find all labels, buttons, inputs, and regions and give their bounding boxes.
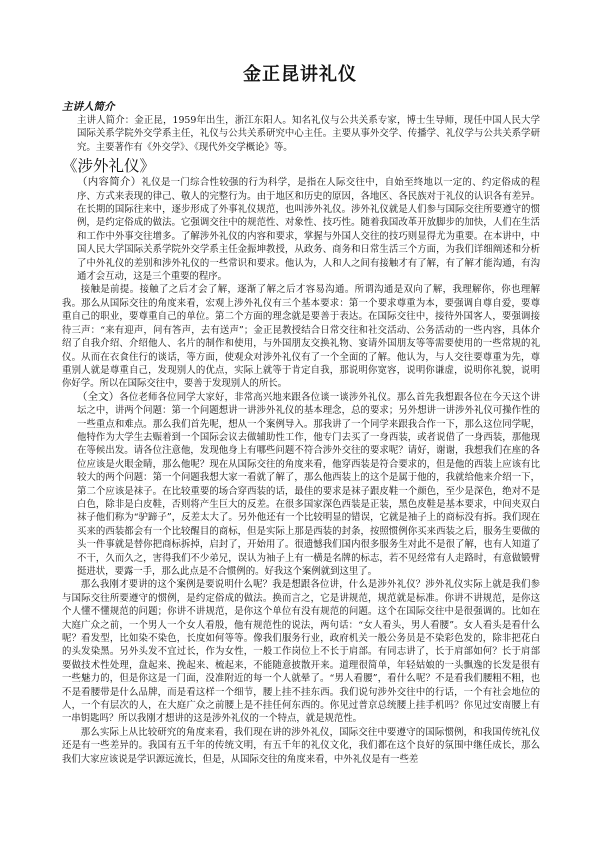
intro-paragraph: 主讲人简介：金正昆，1959年出生，浙江东阳人。知名礼仪与公共关系专家，博士生导师，现任中国人民大学国际关系学院外交学系主任，礼仪与公共关系研究中心主任。主要从事外交学、传播学、礼仪学与公共关系学研究。主要著作有《外交学》、《现代外交学概论》等。: [77, 115, 540, 153]
fulltext-paragraph-1: [62, 391, 540, 579]
intro-label: 主讲人简介: [62, 101, 115, 113]
abstract-text: 礼仪是一门综合性较强的行为科学，是指在人际交往中，自始至终地以一定的、约定俗成的程序、方式来表现的律己、敬人的完整行为。由于地区和历史的原因，各地区、各民族对于礼仪的认识各有差异。在长期的国际往来中，逐步形成了外事礼仪规范，也叫涉外礼仪。涉外礼仪就是人们参与国际交往所要遵守的惯例，是约定俗成的做法。它强调交往中的规范性、对象性、技巧性。随着我国改革开放脚步的加快，人们在生活和工作中外事交往增多。了解涉外礼仪的内容和要求，掌握与外国人交往的技巧则显得尤为重要。在本讲中，中国人民大学国际关系学院外交学系主任金振坤教授，从政务、商务和日常生活三个方面，为我们详细阐述和分析了中外礼仪的差别和涉外礼仪的一些常识和要求。他认为，人和人之间有接触才有了解，有了解才能沟通，有沟通才会互动，这是三个重要的程序。: [77, 177, 540, 283]
abstract-label: （内容简介）: [77, 176, 142, 189]
document-body: [62, 100, 540, 766]
body-paragraph: 接触是前提。接触了之后才会了解，逐渐了解之后才容易沟通。所谓沟通是双向了解，我理解你，你也理解我。那么从国际交往的角度来看，宏观上涉外礼仪有三个基本要求：第一个要求尊重为本，要强调自尊自爱，要尊重自己的职业，要尊重自己的单位。第二个方面的理念就是要善于表达。在国际交往中，接待外国客人，要强调接待三声：“来有迎声，问有答声，去有送声”；金正昆教授结合日常交往和社交活动、公务活动的一些内容，具体介绍了自我介绍、介绍他人、名片的制作和使用，与外国朋友交换礼物、宴请外国朋友等等需要使用的一些常规的礼仪。从而在衣食住行的谈话，等方面，使观众对涉外礼仪有了一个全面的了解。他认为，与人交往要尊重为先，尊重别人就是尊重自己，发现别人的优点，实际上就等于肯定自我，那说明你宽容，说明你谦虚，说明你礼貌，说明你好学。所以在国际交往中，要善于发现别人的所长。: [62, 284, 540, 390]
fulltext-paragraph-3: 那么实际上从比较研究的角度来看，我们现在讲的涉外礼仪，国际交往中要遵守的国际惯例，和我国传统礼仪还是有一些差异的。我国有五千年的传统文明，有五千年的礼仪文化，我们都在这个良好的氛围中继任成长，那么我们大家应该说是学识源远流长，但是，从国际交往的角度来看，中外礼仪是有一些差: [62, 726, 540, 765]
section-heading: 《涉外礼仪》: [62, 157, 156, 176]
abstract-paragraph: [62, 176, 540, 283]
document-title: 金正昆讲礼仪: [243, 64, 357, 85]
fulltext-text-1: 各位老师各位同学大家好，非常高兴地来跟各位谈一谈涉外礼仪。那么首先我想跟各位在今天这个讲坛之中，讲两个问题：第一个问题想讲一讲涉外礼仪的基本理念，总的要求；另外想讲一讲涉外礼仪可操作性的一些重点和难点。那么我们首先呢，想从一个案例导入。那我讲了一个同学来跟我合作一下，那么这位同学呢，他特作为大学生去赈着到一个国际会议去做辅助性工作，他专门去买了一身西装，或者说借了一身西装，那他现在等候出发。请各位注意他，发现他身上有哪些问题不符合涉外交往的要求呢？请好，谢谢，我想我们在座的各位应该是火眼金睛，那么他呢？现在从国际交往的角度来看，他穿西装是符合要求的，但是他的西装上应该有比较大的两个问题：第一个问题我想大家一看就了解了，那么他西装上的这个是属于他的，我就给他来介绍一下，第二个应该是袜子。在比较重要的场合穿西装的话，最佳的要求是袜子跟皮鞋一个颜色，至少是深色，绝对不是白色，除非是白皮鞋，否则将产生巨大的反差。在很多国家深色西装是正装，黑色皮鞋是基本要求，中间夹双白袜子他们称为“驴蹄子”，反差太大了。另外他还有一个比较明显的错误，它就是袖子上的商标没有拆。我们现在买来的西装都会有一个比较醒目的商标，但是实际上那是西装的封条，按照惯例你买来西装之后，服务生要做的头一件事就是替你把商标拆掉，启封了，开始用了。很遗憾我们国内很多服务生对此不是很了解，也有人知道了不干，久而久之，害得我们不少弟兄，误认为袖子上有一横是名牌的标志，若不见经常有人走路时，有意做锻臂挺进状，要露一手，那么此点是不合惯例的。好我这个案例就到这里了。: [77, 391, 540, 577]
fulltext-paragraph-2: 那么我刚才要讲的这个案例是要说明什么呢？我是想跟各位讲，什么是涉外礼仪？涉外礼仪实际上就是我们参与国际交往所要遵守的惯例，是约定俗成的做法。换而言之，它是讲规范，规范就是标准。你讲不讲规范，是你这个人懂不懂规范的问题；你讲不讲规范，是你这个单位有没有规范的问题。这个在国际交往中是很强调的。比如在大庭广众之前，一个男人一个女人看殷，他有规范性的说法，两句话：“女人看头，男人看腰”。女人看头是看什么呢？看发型，比如染不染色，长度如何等等。像我们服务行业，政府机关一般公务员是不染彩色发的，除非把花白的头发染黑。另外头发不宜过长，作为女性，一般工作岗位上不长于肩部。有同志讲了，长于肩部如何？长于肩部要做技术性处理，盘起来、挽起来、梳起来，不能随意披散开来。道理很简单，年轻姑娘的一头飘逸的长发是很有一些魅力的，但是你这是一门面，没准附近的每一个人就晕了。“男人看腰”，看什么呢？不是看我们腰粗不粗，也不是看腰带是什么品牌，而是看这样一个细节，腰上挂不挂东西。我们说句涉外交往中的行话，一个有社会地位的人，一个有层次的人，在大庭广众之前腰上是不挂任何东西的。你见过普京总统腰上挂手机吗？你见过安南腰上有一串钥匙吗？所以我刚才想讲的这是涉外礼仪的一个特点，就是规范性。: [62, 579, 540, 725]
fulltext-label: （全文）: [77, 390, 120, 403]
